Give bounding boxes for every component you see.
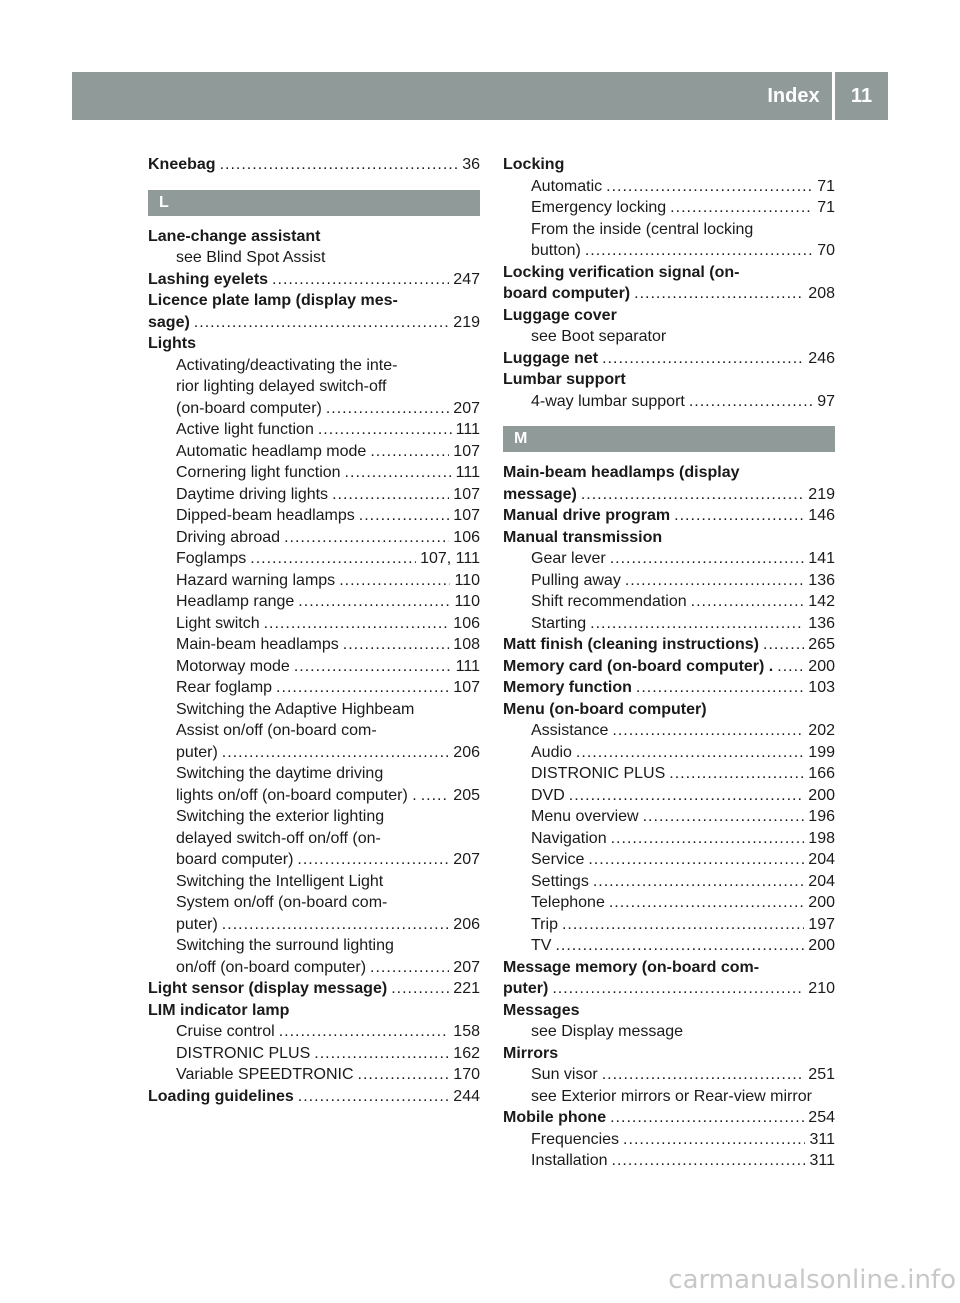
dot-leader [276,677,449,699]
index-subentry [503,1021,835,1043]
entry-text: see Boot separator [531,328,667,345]
entry-text: Switching the exterior lighting [176,808,385,825]
entry-text: DVD [531,786,565,804]
entry-text: Messages [503,1001,580,1019]
index-subentry [148,398,480,420]
entry-text: Main-beam headlamps [176,636,339,653]
dot-leader [343,634,450,656]
entry-page-ref[interactable]: 205 [453,786,480,804]
index-subentry [148,505,480,527]
index-subentry [148,935,480,957]
entry-text: Automatic headlamp mode [176,442,367,460]
index-subentry [503,742,835,764]
entry-page-ref[interactable]: 170 [453,1066,480,1083]
entry-text: Automatic [531,177,603,195]
dot-leader [777,656,804,678]
dot-leader [358,1064,450,1086]
index-subentry [148,634,480,656]
index-subentry [503,914,835,936]
dot-leader [279,1021,450,1043]
entry-page-ref[interactable]: 71 [817,177,835,195]
dot-leader [421,785,450,807]
index-subentry [148,871,480,893]
entry-text: Light sensor (display message) [148,980,388,997]
entry-page-ref[interactable]: 251 [808,1066,835,1083]
entry-page-ref[interactable]: 110 [454,593,480,610]
entry-text: Main-beam headlamps (display [503,464,740,481]
index-entry [503,1107,835,1129]
entry-text: Locking verification signal (on- [503,263,740,281]
index-subentry [148,441,480,463]
index-entry [503,462,835,484]
dot-leader [689,391,813,413]
index-column-right [503,154,835,1172]
entry-text: Luggage cover [503,306,617,324]
index-entry [148,333,480,355]
entry-page-ref[interactable]: 207 [453,399,480,417]
entry-page-ref[interactable]: 311 [809,1152,835,1169]
entry-text: DISTRONIC PLUS [531,765,666,782]
index-entry [503,484,835,506]
entry-page-ref[interactable]: 202 [808,722,835,739]
dot-leader [585,240,813,262]
entry-text: Cornering light function [176,464,341,481]
index-subentry [503,871,835,893]
entry-page-ref[interactable]: 210 [808,980,835,997]
dot-leader [610,548,805,570]
entry-text: Light switch [176,614,260,632]
index-subentry [148,548,480,570]
entry-page-ref[interactable]: 219 [808,485,835,503]
entry-text: Switching the surround lighting [176,937,394,954]
index-subentry [148,247,480,269]
entry-text: Luggage net [503,349,599,367]
dot-leader [611,828,805,850]
dot-leader [588,849,804,871]
index-entry [503,527,835,549]
index-entry [503,283,835,305]
entry-page-ref[interactable]: 200 [808,657,835,675]
index-entry [148,226,480,248]
index-subentry [148,828,480,850]
entry-text: Kneebag [148,156,216,173]
entry-text: Lumbar support [503,371,626,388]
index-entry [503,957,835,979]
index-subentry [503,1150,835,1172]
entry-page-ref[interactable]: 97 [817,392,835,410]
index-subentry [503,176,835,198]
dot-leader [391,978,449,1000]
dot-leader [602,348,804,370]
dot-leader [569,785,805,807]
entry-page-ref[interactable]: 199 [808,743,835,761]
entry-text: sage) [148,313,190,331]
entry-text: delayed switch-off on/off (on- [176,829,381,847]
entry-page-ref[interactable]: 107 [453,485,480,503]
dot-leader [298,591,450,613]
index-subentry [503,1064,835,1086]
index-subentry [503,240,835,262]
section-letter-header: L [148,190,480,216]
entry-text: Service [531,851,585,868]
entry-page-ref[interactable]: 108 [453,636,480,653]
entry-page-ref[interactable]: 142 [808,593,835,610]
entry-text: Gear lever [531,550,606,567]
index-subentry [148,892,480,914]
index-subentry [148,1064,480,1086]
entry-text: Assist on/off (on-board com- [176,722,377,739]
dot-leader [606,176,813,198]
entry-text: message) [503,485,577,503]
entry-text: Switching the Adaptive Highbeam [176,700,415,718]
entry-text: Menu (on-board computer) [503,700,707,718]
entry-text: Daytime driving lights [176,485,329,503]
entry-page-ref[interactable]: 136 [808,571,835,589]
entry-text: Switching the Intelligent Light [176,872,384,890]
entry-text: Driving abroad [176,528,281,546]
dot-leader [643,806,805,828]
entry-page-ref[interactable]: 311 [809,1130,835,1148]
index-subentry [503,197,835,219]
entry-text: From the inside (central locking [531,220,754,238]
entry-page-ref[interactable]: 197 [808,915,835,933]
entry-text: Hazard warning lamps [176,571,336,589]
index-subentry [148,806,480,828]
dot-leader [610,1107,804,1129]
entry-page-ref[interactable]: 204 [808,851,835,868]
entry-page-ref[interactable]: 111 [455,464,480,481]
index-entry [503,677,835,699]
index-entry [148,154,480,176]
entry-page-ref[interactable]: 103 [808,679,835,696]
entry-page-ref[interactable]: 106 [453,614,480,632]
index-subentry [503,591,835,613]
index-subentry [503,1129,835,1151]
index-subentry [148,1043,480,1065]
dot-leader [272,269,449,291]
entry-page-ref[interactable]: 110 [454,571,480,589]
entry-page-ref[interactable]: 36 [462,156,480,173]
dot-leader [602,1064,805,1086]
dot-leader [298,1086,450,1108]
index-subentry [503,391,835,413]
index-entry [503,348,835,370]
entry-text: puter) [503,980,549,997]
index-entry [503,1043,835,1065]
index-subentry [148,376,480,398]
entry-page-ref[interactable]: 198 [808,829,835,847]
entry-page-ref[interactable]: 106 [453,528,480,546]
index-subentry [148,742,480,764]
entry-text: 4-way lumbar support [531,392,685,410]
entry-page-ref[interactable]: 111 [455,421,480,438]
entry-page-ref[interactable]: 158 [453,1023,480,1040]
dot-leader [222,742,450,764]
index-entry [148,312,480,334]
entry-text: Telephone [531,894,605,911]
dot-leader [359,505,450,527]
index-entry [148,1000,480,1022]
index-subentry [148,355,480,377]
entry-text: Menu overview [531,808,639,825]
entry-page-ref[interactable]: 247 [453,270,480,288]
entry-text: LIM indicator lamp [148,1001,290,1019]
entry-text: Frequencies [531,1130,620,1148]
dot-leader [634,283,804,305]
entry-text: Licence plate lamp (display mes- [148,292,398,309]
dot-leader [264,613,450,635]
index-subentry [148,462,480,484]
index-subentry [148,699,480,721]
entry-page-ref[interactable]: 71 [817,199,835,216]
index-subentry [148,763,480,785]
entry-page-ref[interactable]: 207 [453,958,480,976]
index-subentry [503,763,835,785]
index-entry [503,369,835,391]
entry-text: puter) [176,915,218,933]
dot-leader [763,634,804,656]
index-entry [148,1086,480,1108]
dot-leader [222,914,450,936]
entry-text: (on-board computer) [176,399,322,417]
entry-page-ref[interactable]: 136 [808,614,835,632]
dot-leader [284,527,449,549]
index-subentry [503,892,835,914]
dot-leader [612,720,804,742]
entry-text: lights on/off (on-board computer) . [176,786,417,804]
entry-page-ref[interactable]: 206 [453,743,480,761]
index-subentry [503,548,835,570]
index-subentry [148,656,480,678]
header-section-title: Index [767,84,820,107]
dot-leader [552,978,804,1000]
dot-leader [623,1129,805,1151]
dot-leader [625,570,804,592]
entry-text: Rear foglamp [176,679,273,696]
entry-text: Active light function [176,421,314,438]
dot-leader [318,419,452,441]
entry-page-ref[interactable]: 204 [808,872,835,890]
index-subentry [148,785,480,807]
entry-text: System on/off (on-board com- [176,894,388,911]
index-subentry [148,527,480,549]
index-subentry [503,720,835,742]
dot-leader [326,398,449,420]
dot-leader [669,763,804,785]
dot-leader [612,1150,806,1172]
entry-text: Trip [531,915,558,933]
index-subentry [503,613,835,635]
index-subentry [148,1021,480,1043]
entry-text: Audio [531,743,572,761]
entry-text: Shift recommendation [531,593,687,610]
entry-text: Foglamps [176,550,247,567]
entry-text: Activating/deactivating the inte- [176,356,398,374]
dot-leader [674,505,804,527]
index-subentry [148,613,480,635]
entry-text: Dipped-beam headlamps [176,507,355,524]
entry-page-ref[interactable]: 146 [808,507,835,524]
entry-text: Lashing eyelets [148,270,269,288]
dot-leader [636,677,804,699]
index-subentry [148,484,480,506]
entry-text: Starting [531,614,587,632]
index-subentry [503,219,835,241]
entry-page-ref[interactable]: 208 [808,285,835,302]
dot-leader [576,742,804,764]
entry-text: board computer) [176,851,294,868]
entry-page-ref[interactable]: 265 [808,636,835,653]
entry-text: puter) [176,743,218,761]
watermark: carmanualsonline.info [668,1265,956,1295]
dot-leader [555,935,804,957]
entry-text: Manual drive program [503,507,671,524]
entry-text: Mobile phone [503,1109,607,1126]
index-entry [148,269,480,291]
dot-leader [581,484,804,506]
index-entry [503,656,835,678]
index-entry [503,154,835,176]
index-column-left [148,154,480,1107]
entry-page-ref[interactable]: 207 [453,851,480,868]
index-subentry [503,828,835,850]
index-entry [503,505,835,527]
page-number: 11 [850,84,873,107]
index-subentry [148,419,480,441]
entry-text: Loading guidelines [148,1087,294,1105]
entry-text: Assistance [531,722,609,739]
dot-leader [609,892,804,914]
index-entry [503,699,835,721]
entry-text: see Exterior mirrors or Rear-view mirror [531,1087,812,1105]
entry-page-ref[interactable]: 206 [453,915,480,933]
entry-page-ref[interactable]: 162 [453,1044,480,1062]
entry-text: Memory card (on-board computer) . [503,657,774,675]
entry-text: Message memory (on-board com- [503,958,760,976]
entry-page-ref[interactable]: 141 [808,550,835,567]
entry-text: board computer) [503,285,631,302]
index-subentry [148,720,480,742]
index-subentry [148,957,480,979]
index-subentry [148,591,480,613]
entry-text: see Blind Spot Assist [176,249,326,266]
entry-page-ref[interactable]: 107, 111 [420,550,480,567]
entry-page-ref[interactable]: 219 [453,313,480,331]
index-subentry [148,570,480,592]
dot-leader [590,613,804,635]
index-subentry [148,849,480,871]
index-entry [148,290,480,312]
entry-text: Sun visor [531,1066,598,1083]
entry-text: DISTRONIC PLUS [176,1044,311,1062]
entry-text: button) [531,242,581,259]
index-subentry [148,677,480,699]
index-entry [503,262,835,284]
index-entry [503,978,835,1000]
entry-page-ref[interactable]: 200 [808,937,835,954]
index-entry [148,978,480,1000]
index-subentry [503,785,835,807]
entry-text: Matt finish (cleaning instructions) [503,636,760,653]
entry-text: Switching the daytime driving [176,765,384,782]
entry-text: Lights [148,335,196,352]
index-entry [503,1000,835,1022]
entry-text: Motorway mode [176,657,290,675]
entry-text: Memory function [503,679,632,696]
entry-page-ref[interactable]: 111 [455,657,480,675]
entry-text: Pulling away [531,571,621,589]
entry-text: Navigation [531,829,607,847]
entry-text: Headlamp range [176,593,295,610]
dot-leader [250,548,416,570]
dot-leader [220,154,459,176]
entry-text: on/off (on-board computer) [176,958,367,976]
dot-leader [314,1043,449,1065]
section-letter-header: M [503,426,835,452]
entry-page-ref[interactable]: 246 [808,349,835,367]
dot-leader [593,871,804,893]
entry-text: Lane-change assistant [148,227,321,245]
entry-text: Installation [531,1152,608,1169]
entry-text: Manual transmission [503,528,663,546]
entry-page-ref[interactable]: 221 [453,980,480,997]
index-subentry [503,1086,835,1108]
entry-text: rior lighting delayed switch-off [176,378,387,395]
dot-leader [345,462,452,484]
entry-page-ref[interactable]: 70 [817,242,835,259]
dot-leader [194,312,450,334]
entry-text: Mirrors [503,1044,559,1062]
index-subentry [503,326,835,348]
entry-text: Locking [503,156,565,173]
dot-leader [297,849,449,871]
index-subentry [503,570,835,592]
index-subentry [503,935,835,957]
entry-page-ref[interactable]: 254 [808,1109,835,1126]
index-subentry [148,914,480,936]
dot-leader [370,957,449,979]
dot-leader [339,570,450,592]
index-entry [503,305,835,327]
index-subentry [503,806,835,828]
dot-leader [294,656,452,678]
entry-text: TV [531,937,552,954]
dot-leader [670,197,813,219]
entry-page-ref[interactable]: 166 [808,765,835,782]
entry-page-ref[interactable]: 200 [808,894,835,911]
dot-leader [370,441,449,463]
entry-text: see Display message [531,1023,684,1040]
entry-page-ref[interactable]: 107 [453,442,480,460]
index-entry [503,634,835,656]
dot-leader [332,484,449,506]
dot-leader [562,914,804,936]
entry-page-ref[interactable]: 200 [808,786,835,804]
entry-page-ref[interactable]: 244 [453,1087,480,1105]
entry-text: Cruise control [176,1023,275,1040]
entry-text: Settings [531,872,589,890]
entry-page-ref[interactable]: 107 [453,679,480,696]
entry-text: Variable SPEEDTRONIC [176,1066,354,1083]
entry-text: Emergency locking [531,199,667,216]
index-subentry [503,849,835,871]
dot-leader [691,591,805,613]
entry-page-ref[interactable]: 196 [808,808,835,825]
entry-page-ref[interactable]: 107 [453,507,480,524]
